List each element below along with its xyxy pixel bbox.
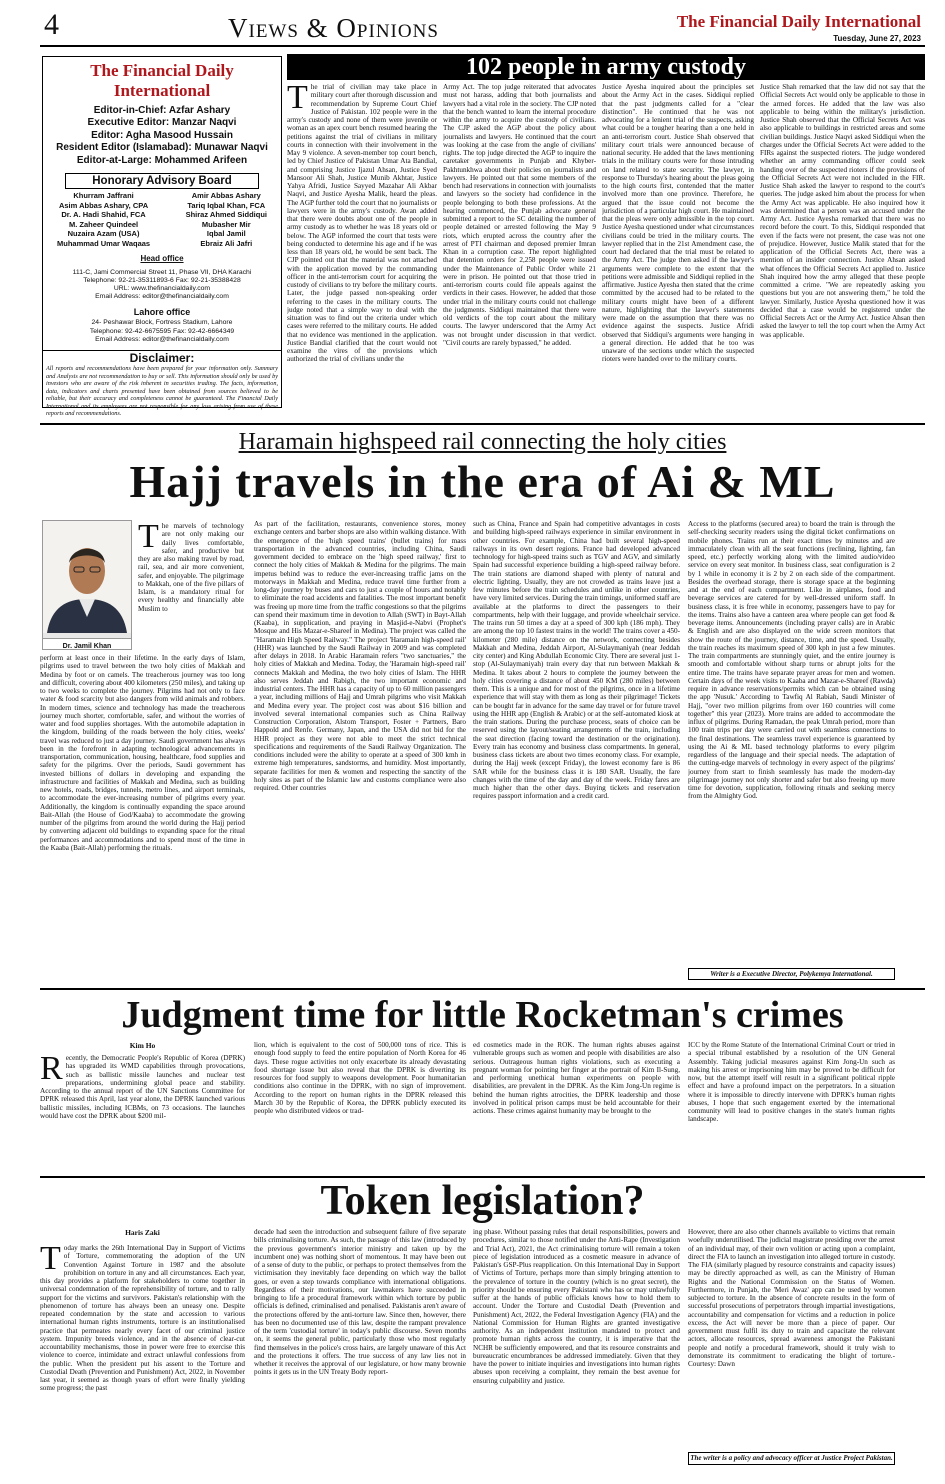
header-paper-name: The Financial Daily International <box>676 12 921 31</box>
board-member: Nuzaira Azam (USA) <box>67 229 140 239</box>
masthead-title: The Financial Daily International <box>90 61 234 100</box>
article3-author: Kim Ho <box>129 1041 156 1050</box>
article3-col-4 <box>688 1041 895 1175</box>
disclaimer-box <box>43 350 281 418</box>
article4-col-3 <box>473 1228 680 1476</box>
article1-col-1 <box>287 83 437 421</box>
article-text: Army Act. The top judge reiterated that advocates must not harass, adding that both journalists and lawyers had a vital role in the society. The CJP noted that the bench wanted to learn the internal procedure within the army to acquire the custody of civilians. The CJP asked the AGP about the policy about journalists and lawyers. He continued that the court was looking at the case from the angle of civilians' rights. The top judge directed the AGP to inquire the caretaker governments in Punjab and Khyber-Pakhtunkhwa about their policies on journalists and lawyers. He pointed out that some members of the bench had reservations in connection with journalists and lawyers so the society had confidence in the people belonging to both these professions. At the hearing commenced, the Punjab advocate general submitted a report to the SC detailing the number of people detained or arrested following the May 9 riots, which erupted across the country after the arrest of PTI chairman and deposed premier Imran Khan in a corruption case. The report highlighted that detention orders for 2,258 people were issued under the Maintenance of Public Order while 21 were in prison. He pointed out that those tried in anti-terrorism courts could file appeals against the verdicts in their cases. However, he added that those under trial in the military courts could not challenge the judgments. Siddiqui maintained that there were old verdicts of the top court about the military courts. The lawyer underscored that the Army Act was not brought under discussion in that verdict. "Civil courts are rarely bypassed," he added. <box>443 83 596 347</box>
article-text: perform at least once in their lifetime. In the early days of Islam, pilgrims used to travel between the two holy cities of Makkah and Medina by foot or on camels. The treacherous journey was too long and difficult, covering about 400 kilometers (250 miles), and taking up to two weeks to complete the journey. Pilgrims had not only to face water & food scarcity but also dangers from wild animals and robbers. In modern times, science and technology has made the treacherous journey much shorter, comfortable, safer, and without the worries of water and food supplies shortages. With the automobile adaptation in the kingdom, building of the roads between the holy cities, weeks' travel was reduced to just a day journey. Saudi government has always been in the forefront in adapting technological advancements in transportation, communication, housing, healthcare, food supplies and safety for the pilgrims. Over the periods, Saudi government has invested billions of dollars in developing and expanding the infrastructure and facilities of Makkah and Medina, such as building new hotels, roads, bridges, tunnels, metro lines, and airport terminals, to accommodate the ever-increasing number of pilgrims every year. Additionally, the kingdom is continually expanding the space around Bait-Allah (the House of God/Kaaba) to accommodate the growing number of the pilgrims from around the world during the Hajj period by converting adjacent old buildings to expanding space for the ritual performances and accommodations and to spend most of the time in the Kaaba (Bait-Allah) performing the rituals. <box>40 654 245 852</box>
board-member: Asim Abbas Ashary, CPA <box>58 200 149 210</box>
author-photo <box>42 520 132 650</box>
article2-kicker: Haramain highspeed rail connecting the holy cities <box>238 429 727 455</box>
article1-col-2 <box>443 83 596 421</box>
board-member: Ebraiz Ali Jafri <box>200 239 253 248</box>
article-text: decade had seen the introduction and subsequent failure of five separate bills criminalising torture. As such, the passage of this law (introduced by the previous government's interior ministry and taken up by the incumbent one) was nothing short of momentous. It may have been out of a sense of duty to the public, or perhaps to protect themselves from the victimisation they inevitably face depending on which way the ballot goes, or even a step towards compliance with international obligations. Regardless of their motivations, our lawmakers have succeeded in bringing to life a procedural framework within which torture by public officials is defined, criminalised and penalised. Pakistanis aren't aware of the protections offered by the anti-torture law. Since then, however, there has been no documented use of this law, despite the rampant prevalence of the term 'custodial torture' in today's public discourse. Seven months on, it seems the general public, particularly those who most regularly find themselves in the police's cross hairs, are largely unaware of this Act and the protections it offers. The true success of any law lies not in whether it receives the approval of our legislature, or how many brownie points it gets us in the UN Treaty Body report- <box>254 1228 466 1377</box>
board-member: Mubasher Mir <box>201 219 251 229</box>
dropcap: T <box>287 83 308 116</box>
article2-headline: Hajj travels in the era of Ai & ML <box>129 456 836 507</box>
dropcap: T <box>138 522 159 555</box>
article1-headline: 102 people in army custody <box>465 54 746 80</box>
page-number: 4 <box>44 8 59 41</box>
editors-list <box>43 105 281 167</box>
article-text: However, there are also other channels available to victims that remain woefully underutilised. The judicial magistrate presiding over the arrest of an individual may, of their own volition or acting upon a complaint, direct the FIA to launch an investigation into alleged torture in custody. The FIA (similarly plagued by resource constraints and capacity issues) may be directly approached as well, as can the Ministry of Human Rights and the National Commission on the Status of Women. Furthermore, in Punjab, the 'Meri Awaz' app can be used by women subjected to torture. In the absence of concrete results in the form of successful prosecutions of perpetrators through impartial investigations, accountability and compensation for victims and a reduction in police excess, the Act will never be more than a piece of paper. Our government must fulfil its duty to train and capacitate the relevant actors, allocate resources, spread awareness amongst the Pakistani people and notify a procedural framework, should it truly wish to demonstrate its commitment to eradicating the blight of torture.-Courtesy: Dawn <box>688 1228 895 1368</box>
article-text: such as China, France and Spain had competitive advantages in costs and building high-speed railways experience in similar environment in other countries. For example, China had built several high-speed railways in its own desert regions. France had developed advanced technology for high-speed trains such as TGV and AGV, and similarly Spain had successful experience building a high-speed railway before. The train stations are diamond shaped with plenty of natural and electric lighting. Usually, they are not crowded as trains leave just a few minutes before the train schedules and unlike in other countries, have very limited services. During the train timings, uniformed staff are available at the platforms to direct the passengers to their compartments, help with their luggage, and provide wheelchair service. The trains run 50 times a day at a speed of 300 kph (186 mph). They are among the top 10 fastest trains in the world! The trains cover a 450-kilometer (280 mile) distance on the network, connecting besides Makkah and Medina, Jeddah Airport, Al-Sulaymaniyah (near Jeddah city center) and King Abdullah Economic City. There are several just 1-stop (Al-Sulaymaniyah) train every day that run between Makkah & Medina. It takes about 2 hours to complete the journey between the holy cities covering a distance of about 450 KM (280 miles) between them. This is a unique and for most of the pilgrims, once in a lifetime experience that will stay with them as long as their pilgrimage! Tickets can be bought far in advance for the same day travel or for future travel using the HHR app (English & Arabic) or at the self-automated kiosk at the train stations. During the purchase process, seats of choice can be reserved using the layout/seating arrangements of the train, including the seat direction (facing toward the destination or the origination). Every train has economy and business class compartments. In general, business class tickets are about two times economy class. For example, during the Hajj week (except Friday), the lowest economy fare is 86 SAR while for the business class it is 180 SAR. Usually, the fare changes with the time of the day and day of the week. Friday fares are much higher than the other days. Buying tickets and reservation requires passport information and a credit card. <box>473 520 680 801</box>
article3-col-3 <box>473 1041 680 1175</box>
section-title: Views & Opinions <box>228 13 439 43</box>
article4-col-2 <box>254 1228 466 1476</box>
article-text: As part of the facilitation, restaurants, convenience stores, money exchange centers and barber shops are also within walking distance. With the emergence of the 'high speed trains' (bullet trains) for mass transportation in the advanced countries, including China, Saudi government decided to embrace on the 'high speed railway,' first to connect the holy cities of Makkah & Medina for the pilgrims. The main impetus behind was to reduce the ever-increasing traffic jams on the motorways in Makkah and Medina, reduce travel time further from a long-day journey by buses and cars to just a couple of hours and notably to eliminate the road accidents and fatalities. The most important benefit was freeing up more time from the traffic congestions so that the pilgrims can spend their maximum time in devotion to Allah (SWT) in Bayt-Allah (Kaaba), in supplication, and praying in Masjid-e-Nabvi (Prophet's Mosque and His Mazar-e-Shareef in Medina). The project was called the "Haramain High Speed Railway." The project 'Haramain high-speed rail' (HHR) was launched by the Saudi Railway in 2009 and was completed after delays in 2018. In Arabic Haramain refers "two sanctuaries," the holy cities of Makkah and Medina. Today, the 'Haramain high-speed rail' connects Makkah and Medina, the two holy cities of Islam. The HHR also serves Jeddah and Rabigh, the two important economic and industrial centers. The HHR has a capacity of up to 60 million passengers a year, including millions of Hajj and Umrah pilgrims who visit Makkah and Medina every year. The project cost was about $16 billion and involved several international companies such as China Railway Construction Corporation, Alstom Transport, Foster + Partners, Baro Happold and Renfe. Germany, Japan, and the USA did not bid for the HHR project as they were not able to meet the strict technical specifications and requirements of the Saudi Railway Organization. The conditions included were the ability to operate at a speed of 300 kmh in extreme high temperatures, sandstorms, and humidity. Most importantly, separate facilities for men & women and respecting the sanctity of the holy sites as part of the Islamic law and customs compliance were also required. Other countries <box>254 520 466 792</box>
board-members <box>43 189 281 249</box>
board-member: Tariq Iqbal Khan, FCA <box>187 200 266 210</box>
address-line: Email Address: editor@thefinancialdaily.com <box>95 293 229 301</box>
lahore-office-title: Lahore office <box>133 307 191 318</box>
article1-col-3 <box>602 83 754 421</box>
editor-line: Editor-in-Chief: Azfar Ashary <box>93 105 231 116</box>
article4-author: Haris Zaki <box>125 1228 160 1237</box>
article4-writer-note: The writer is a policy and advocacy officer at Justice Project Pakistan. <box>688 1452 895 1465</box>
board-member: Khurram Jaffrani <box>73 191 134 201</box>
article2-col-2 <box>254 520 466 984</box>
article2-writer-note: Writer is a Executive Director, Polykemya International. <box>688 968 895 980</box>
address-line: 111-C, Jami Commercial Street 11, Phase VII, DHA Karachi <box>72 268 252 276</box>
article-text: oday marks the 26th International Day in Support of Victims of Torture, commemorating the adoption of the UN Convention Against Torture in 1987 and the absolute prohibition on torture in any and all circumstances. Each year, this day provides a platform for stakeholders to come together in universal condemnation of the reprehensibility of torture, and to rally support for the victims and survivors. Pakistan's relationship with the phenomenon of torture has always been an uneasy one. Despite repeated condemnation by the state and accession to various international human rights instruments, torture is an institutionalised practice that permeates nearly every facet of our criminal justice system. Impunity breeds violence, and in the absence of clear-cut accountability mechanisms, those in power were free to exercise this violence to coerce, intimidate and extract unlawful confessions from the public. When the president put his assent to the Torture and Custodial Death (Prevention and Punishment) Act, 2022, in November last year, it seemed as though years of effort were finally yielding some progress; the past <box>40 1244 245 1393</box>
board-member: Amir Abbas Ashary <box>191 191 261 201</box>
article3-headline: Judgment time for little Rocketman's crimes <box>121 994 844 1036</box>
editor-line: Editor: Agha Masood Hussain <box>91 129 233 141</box>
article3-col-2 <box>254 1041 466 1175</box>
article-text: ecently, the Democratic People's Republic of Korea (DPRK) has upgraded its WMD capabilities through provocations, such as ballistic missile launches and nuclear test preparations, undermining global peace and stability. According to the annual report of the UN Sanctions Committee for DPRK released this April, last year alone, the DPRK launched various ballistic missiles, including ICBMs, on 73 occasions. The launches would have cost the DPRK about $200 mil- <box>40 1054 245 1120</box>
article-text: lion, which is equivalent to the cost of 500,000 tons of rice. This is enough food supply to feed the entire population of North Korea for 46 days. These rogue activities not only exacerbate its already devastating food shortage issue but also reveal that the DPRK is diverting its resources for food supply to weapons development. Poor humanitarian conditions also continue in the DPRK, with no sign of improvement. According to the report on human rights in the DPRK released this March 30 by the Republic of Korea, the DPRK publicly executed its people who distributed videos or trad- <box>254 1041 466 1115</box>
header-date: Tuesday, June 27, 2023 <box>833 34 921 43</box>
article4-headline: Token legislation? <box>320 1178 645 1224</box>
article4-col-1 <box>40 1244 245 1476</box>
section-rule <box>40 988 925 990</box>
lahore-office-address <box>43 319 281 344</box>
article2-col-4 <box>688 520 895 966</box>
disclaimer-title: Disclaimer: <box>129 351 195 366</box>
article1-col-4 <box>760 83 925 421</box>
address-line: URL: www.thefinancialdaily.com <box>113 285 211 292</box>
article-text: he marvels of technology are not only making our daily lives comfortable, safer, and productive but they are also making travel by road, rail, sea, and air more convenient, safer, and enjoyable. The pilgrimage to Makkah, one of the five pillars of Islam, is a mandatory ritual for every healthy and financially able Muslim to <box>138 522 244 613</box>
address-line: Telephone: 92-21-35311893-6 Fax: 92-21-35388428 <box>83 276 241 284</box>
board-member: Shiraz Ahmed Siddiqui <box>185 210 267 220</box>
dropcap: T <box>40 1244 61 1277</box>
board-member: Muhammad Umar Waqaas <box>57 239 151 248</box>
board-member: M. Zaheer Quindeel <box>68 219 139 229</box>
head-office-title: Head office <box>140 253 184 263</box>
board-member: Dr. A. Hadi Shahid, FCA <box>61 210 146 220</box>
article-text: he trial of civilian may take place in military court after thorough discussion and recommendation by Supreme Court Chief Justice of Pakistan. 102 people were in the army's custody and none of them were juvenile or woman as an apex court bench resumed hearing the petitions against the trial of civilians in military courts in connection with their involvement in the May 9 violence. A seven-member top court bench, led by Chief Justice of Pakistan Umar Ata Bandial, and comprising Justice Ijazul Ahsan, Justice Syed Mansoor Ali Shah, Justice Munib Akhtar, Justice Yahya Afridi, Justice Sayyed Mazahar Ali Akbar Naqvi, and Justice Ayesha Malik, heard the pleas. The AGP further told the court that no journalists or lawyers were in the army's custody. Awan added that there were doubts about one of the people in army custody as to whether he was 18 years old or below. The AGP informed the court that tests were being conducted to determine his age and if he was less than 18 years old, he would be sent back. The CJP pointed out that the material was not attached with the application moved by the commanding officer in the anti-terrorism court for acquiring the custody of civilians to try before the military courts. Later, the judge passed non-speaking order referring to the cases in the military courts. The judge noted that a simple way to deal with the situation was to find out the criteria under which cases were referred to the military courts. He added that no evidence was mentioned in the application. Justice Bandial clarified that the court would not examine the vires of the provisions which authorized the trial of civilians under the <box>287 83 437 364</box>
disclaimer-text: All reports and recommendations have been prepared for your information only. Summary and Analysis are not recommendation to buy or sell. This information should only be used by investors who are aware of the risk inherent in securities trading. The facts, information, data, indicators and charts presented have been obtained from sources believed to be reliable, but their accuracy and completeness cannot be guaranteed. The Financial Daily International and its employees are not responsible for any loss arising from use of these reports and recommendations. <box>46 365 278 418</box>
article3-col-1 <box>40 1054 245 1174</box>
dropcap: R <box>40 1054 63 1087</box>
address-line: 24- Peshawar Block, Fortress Stadium, Lahore <box>91 319 233 327</box>
article-text: Justice Shah remarked that the law did not say that the Official Secrets Act would only be applicable to those in the armed forces. He added that the law was also applicable to being within the military's jurisdiction. Justice Shah observed that the Official Secrets Act was also applicable to buildings in restricted areas and some civilian buildings. Justice Naqvi asked Siddiqui when the charges under the Official Secrets Act were added to the FIRs against the suspected rioters. The judge wondered whether an army commanding officer could seek handing over of the suspected rioters if the provisions of the Official Secrets Act were not included in the FIR. Justice Shah asked the lawyer to respond to the court's queries. The judge asked him about the process for when the Army Act was applicable. He also inquired how it was determined that a person was an accused under the Army Act. Justice Ayesha remarked that there was no record before the court. To this, Siddiqui responded that even if the facts were not present, the case was not one of prejudice. However, Justice Malik stated that for the application of the Official Secrets Act, there was a mention of an insider connection. Justice Ahsan asked what offences the Official Secrets Act applied to. Justice Shah inquired how the army alleged that these people committed a crime. "We are repeatedly asking you questions but you are not answering them," he told the lawyer. Similarly, Justice Ayesha questioned how it was decided that a case would be registered under the Official Secrets Act or the Army Act. Justice Ahsan then asked the lawyer to tell the top court when the Army Act was applicable. <box>760 83 925 339</box>
article-text: ICC by the Rome Statute of the International Criminal Court or tried in a special tribunal established by a resolution of the UN General Assembly. Taking judicial measures against Kim Jong-Un such as making his arrest or imprisoning him may be proved to be difficult for now, but the attempt itself will result in a significant political ripple effect and have a profound impact on the perpetrators. In a situation where it is impossible to directly intervene with DPRK's human rights abuses, I hope that such engagement exerted by the international community will lead to positive changes in the state's human rights landscape. <box>688 1041 895 1124</box>
article2-col-1-bottom <box>40 654 245 984</box>
editor-line: Executive Editor: Manzar Naqvi <box>87 117 237 129</box>
board-member: Iqbal Jamil <box>206 229 246 239</box>
article-text: ing phase. Without passing rules that detail responsibilities, powers and procedures, similar to those notified under the Anti-Rape (Investigation and Trial Act), 2021, the Act criminalising torture will remain a token piece of legislation introduced as a cosmetic measure in advance of Pakistan's GSP-Plus reapplication. On this International Day in Support of Victims of Torture, perhaps more than simply bringing attention to the prevalence of torture in the country (which is no great secret), the priority should be ensuring every Pakistani who has or may unlawfully suffer at the hands of public officials knows how to hold them to account. Under the Torture and Custodial Death (Prevention and Punishment) Act, 2022, the Federal Investigation Agency (FIA) and the National Commission for Human Rights are granted investigative authority. As an independent institution mandated to protect and promote human rights across the country, it is imperative that the NCHR be sufficiently empowered, and that its resource constraints and bureaucratic encumbrances be addressed immediately. Given that they have the power to initiate inquiries and investigations into human rights abuses upon receiving a complaint, they remain the best avenue for ensuring culpability and justice. <box>473 1228 680 1385</box>
article-text: Access to the platforms (secured area) to board the train is through the self-checking security readers using the digital ticket confirmations on mobile phones. Trains run at their exact times by minutes and are immaculately clean with all the seat functions (reclining, lighting, fan speed, etc.) perfectly working along with the limited audio/video service on every seat monitor. In business class, seat configuration is 2 by 1 while in economy it is 2 by 2 on each side of the compartment. Besides the overhead storage, there is storage space at the beginning and at the end of each compartment. Like in airplanes, food and beverage services are catered for by well-dressed uniform staff. In business class, it is free while in economy, passengers have to pay for the items. Trains also have a canteen area where people can get food & beverage items. Announcements (including prayer calls) are in Arabic & English and are also displayed on the wide screen monitors that show the route of the journey, distance, time, and the speed. Usually, the train reaches its maximum speed of 300 kph in just a few minutes. The train compartments are stunningly quiet, and the entire journey is smooth and comfortable without sharp turns or abrupt jolts for the entire time. The trains have separate prayer areas for men and women. Certain days of the week visits to Kaaba and Mazar-e-Shareef (Rawda) require in advance reservations/permits which can be obtained using the app 'Nusuk.' According to Tawfiq Al Rabiah, Saudi Minister of Hajj, "over two million pilgrims from over 160 countries will come together" this year (2023). More trains are added to accommodate the influx of pilgrims. During Ramadan, the peak Umrah period, more than 100 train trips per day were carried out with seamless connections to the final destinations. The seamless travel experience is guaranteed by using the Ai & ML based technology platforms to every pilgrim regardless of the language and their special needs. The adaptation of the cutting-edge marvels of technology in every aspect of the pilgrims' journey from start to finish seamlessly has made the modern-day pilgrimage journey not only shorter and safer but also freeing up more time for devotion, supplication, following rituals and seeking mercy from the Almighty God. <box>688 520 895 801</box>
masthead-box <box>42 56 282 418</box>
board-title: Honorary Advisory Board <box>65 173 259 189</box>
article4-col-4 <box>688 1228 895 1448</box>
article2-col-3 <box>473 520 680 984</box>
article-text: ed cosmetics made in the ROK. The human rights abuses against vulnerable groups such as women and people with disabilities are also serious. Outrageous human rights violations, such as executing a pregnant woman for pointing her finger at the portrait of Kim Il-Sung, and performing unethical human experiments on people with disabilities, are prevalent in the DPRK. As the Kim Jong-Un regime is behind the human rights atrocities, the DPRK leadership and those involved in political prison camps must be held accountable for their actions. These crimes against humanity may be brought to the <box>473 1041 680 1115</box>
author-portrait-icon <box>43 521 131 633</box>
section-rule <box>40 423 925 425</box>
address-line: Telephone: 92-42-6675595 Fax: 92-42-6664349 <box>89 327 235 335</box>
editor-line: Resident Editor (Islamabad): Munawar Naqvi <box>56 142 268 154</box>
header-rule <box>40 45 925 47</box>
head-office-address <box>43 269 281 302</box>
article-text: Justice Ayesha inquired about the principles set about the Army Act in the cases. Siddiqui replied that the past judgments called for a "clear distinction". He continued that he was not advocating for a lenient trial of the suspects, asking what could be a tougher hearing than a one held in an anti-terrorism court. Justice Shah observed that military court trials were announced because of national security. He added that the laws mentioning trials in the military courts were for those intruding on land related to state security. The lawyer, in response to Thursday's hearing about the pleas going to the high courts first, contended that the matter involved more than one province. Therefore, he argued that the issue could not become the jurisdiction of a particular high court. He maintained that the pleas were only admissible in the top court. Justice Ayesha questioned under what circumstances civilians could be tried in the military courts. The lawyer replied that in the 21st Amendment case, the court had declared that the trial must be related to the Army Act. The judge then asked if the lawyer's arguments were complete to the extent that the petitions were admissible and Siddiqui replied in the affirmative. Justice Ayesha then stated that the crime committed by the accused had to be related to the military courts might have been of a different nature, highlighting that the lawyer's statements were made on the assumption that there was no evidence against the suspects. Justice Afridi observed that Siddiqui's arguments were hanging in a general direction. He added that he too was unaware of the sections under which the suspected rioters were handed over to the military courts. <box>602 83 754 364</box>
author-caption: Dr. Jamil Khan <box>43 638 131 650</box>
article2-col-1-top <box>138 522 244 654</box>
address-line: Email Address: editor@thefinancialdaily.com <box>95 335 229 343</box>
editor-line: Editor-at-Large: Mohammed Arifeen <box>76 154 248 166</box>
